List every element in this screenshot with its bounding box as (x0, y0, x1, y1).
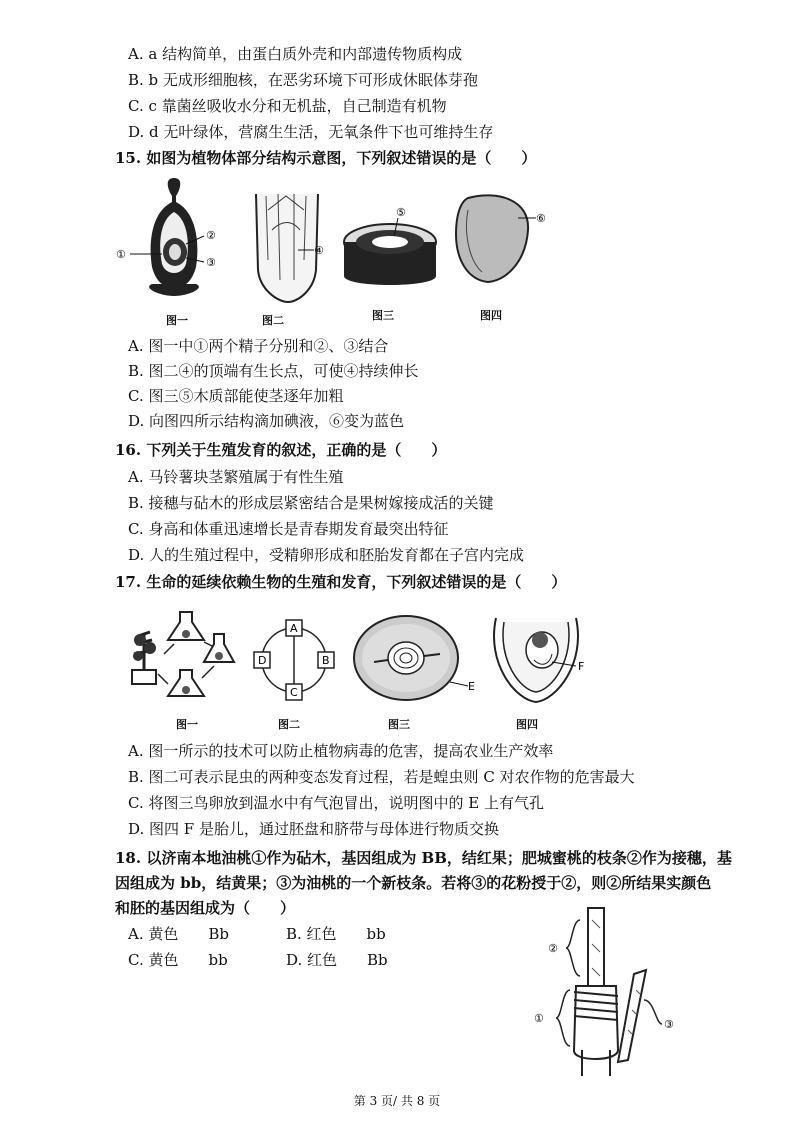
q14-option-c: C. c 靠菌丝吸收水分和无机盐，自己制造有机物 (128, 97, 447, 115)
q18-option-c: C. 黄色 bb (128, 951, 228, 969)
q16-option-a: A. 马铃薯块茎繁殖属于有性生殖 (128, 468, 344, 486)
q16-option-b: B. 接穗与砧木的形成层紧密结合是果树嫁接成活的关键 (128, 494, 494, 512)
q17-stem: 17. 生命的延续依赖生物的生殖和发育，下列叙述错误的是（ ） (115, 573, 567, 591)
q15-option-a: A. 图一中①两个精子分别和②、③结合 (128, 337, 389, 355)
q17-option-c: C. 将图三鸟卵放到温水中有气泡冒出，说明图中的 E 上有气孔 (128, 794, 544, 812)
q17-option-a: A. 图一所示的技术可以防止植物病毒的危害，提高农业生产效率 (128, 742, 554, 760)
q17-cycle-b: B (322, 654, 330, 667)
q18-marker-2: ② (548, 942, 558, 955)
q15-marker-3: ③ (206, 256, 216, 269)
q17-caption-1: 图一 (176, 718, 198, 731)
q17-cycle-d: D (258, 654, 267, 667)
q18-stem-line-1: 18. 以济南本地油桃①作为砧木，基因组成为 BB，结红果；肥城蜜桃的枝条②作为接穗，基 (115, 849, 732, 867)
q16-option-d: D. 人的生殖过程中，受精卵形成和胚胎发育都在子宫内完成 (128, 546, 525, 564)
q18-marker-1: ① (534, 1012, 544, 1025)
q16-option-c: C. 身高和体重迅速增长是青春期发育最突出特征 (128, 520, 449, 538)
q15-marker-5: ⑤ (396, 206, 406, 219)
q17-marker-f: F (578, 660, 585, 673)
q18-figure-grafting (526, 900, 686, 1080)
q18-option-d: D. 红色 Bb (286, 951, 388, 969)
q15-caption-3: 图三 (372, 309, 394, 322)
q17-option-b: B. 图二可表示昆虫的两种变态发育过程，若是蝗虫则 C 对农作物的危害最大 (128, 768, 635, 786)
page-footer: 第 3 页/ 共 8 页 (353, 1094, 441, 1108)
q17-caption-3: 图三 (388, 718, 410, 731)
q15-figure-1-pistil (112, 172, 232, 302)
q15-marker-6: ⑥ (536, 212, 546, 225)
q18-marker-3: ③ (664, 1018, 674, 1031)
q18-option-a: A. 黄色 Bb (128, 925, 229, 943)
q16-stem: 16. 下列关于生殖发育的叙述，正确的是（ ） (115, 441, 447, 459)
q17-figure-2-cycle (250, 616, 340, 706)
q14-option-a: A. a 结构简单，由蛋白质外壳和内部遗传物质构成 (128, 45, 463, 63)
q15-caption-4: 图四 (480, 309, 502, 322)
q17-figure-4-fetus (486, 604, 596, 710)
q15-option-b: B. 图二④的顶端有生长点，可使④持续伸长 (128, 362, 419, 380)
q15-option-d: D. 向图四所示结构滴加碘液，⑥变为蓝色 (128, 412, 405, 430)
q17-caption-4: 图四 (516, 718, 538, 731)
q15-figure-4-seed (448, 190, 558, 290)
q15-marker-1: ① (116, 248, 126, 261)
q17-option-d: D. 图四 F 是胎儿，通过胚盘和脐带与母体进行物质交换 (128, 820, 499, 838)
q17-figure-1-tissue-culture (124, 604, 244, 704)
q15-figure-2-root-tip (238, 190, 338, 310)
q15-marker-2: ② (206, 229, 216, 242)
q18-stem-line-2: 因组成为 bb，结黄果；③为油桃的一个新枝条。若将③的花粉授于②，则②所结果实颜色 (115, 874, 712, 892)
q17-cycle-c: C (290, 686, 298, 699)
q15-caption-2: 图二 (262, 314, 284, 327)
q15-figure-3-stem-section (340, 204, 440, 300)
q17-marker-e: E (468, 680, 475, 693)
q17-cycle-a: A (290, 622, 298, 635)
q18-stem-line-3: 和胚的基因组成为（ ） (115, 899, 296, 917)
q15-caption-1: 图一 (166, 314, 188, 327)
q15-stem: 15. 如图为植物体部分结构示意图，下列叙述错误的是（ ） (115, 149, 537, 167)
q17-caption-2: 图二 (278, 718, 300, 731)
q14-option-b: B. b 无成形细胞核，在恶劣环境下可形成休眠体芽孢 (128, 71, 478, 89)
q17-figure-3-bird-egg (350, 612, 480, 708)
q18-option-b: B. 红色 bb (286, 925, 386, 943)
q15-marker-4: ④ (314, 244, 324, 257)
q15-option-c: C. 图三⑤木质部能使茎逐年加粗 (128, 387, 344, 405)
q14-option-d: D. d 无叶绿体，营腐生生活，无氧条件下也可维持生存 (128, 123, 494, 141)
